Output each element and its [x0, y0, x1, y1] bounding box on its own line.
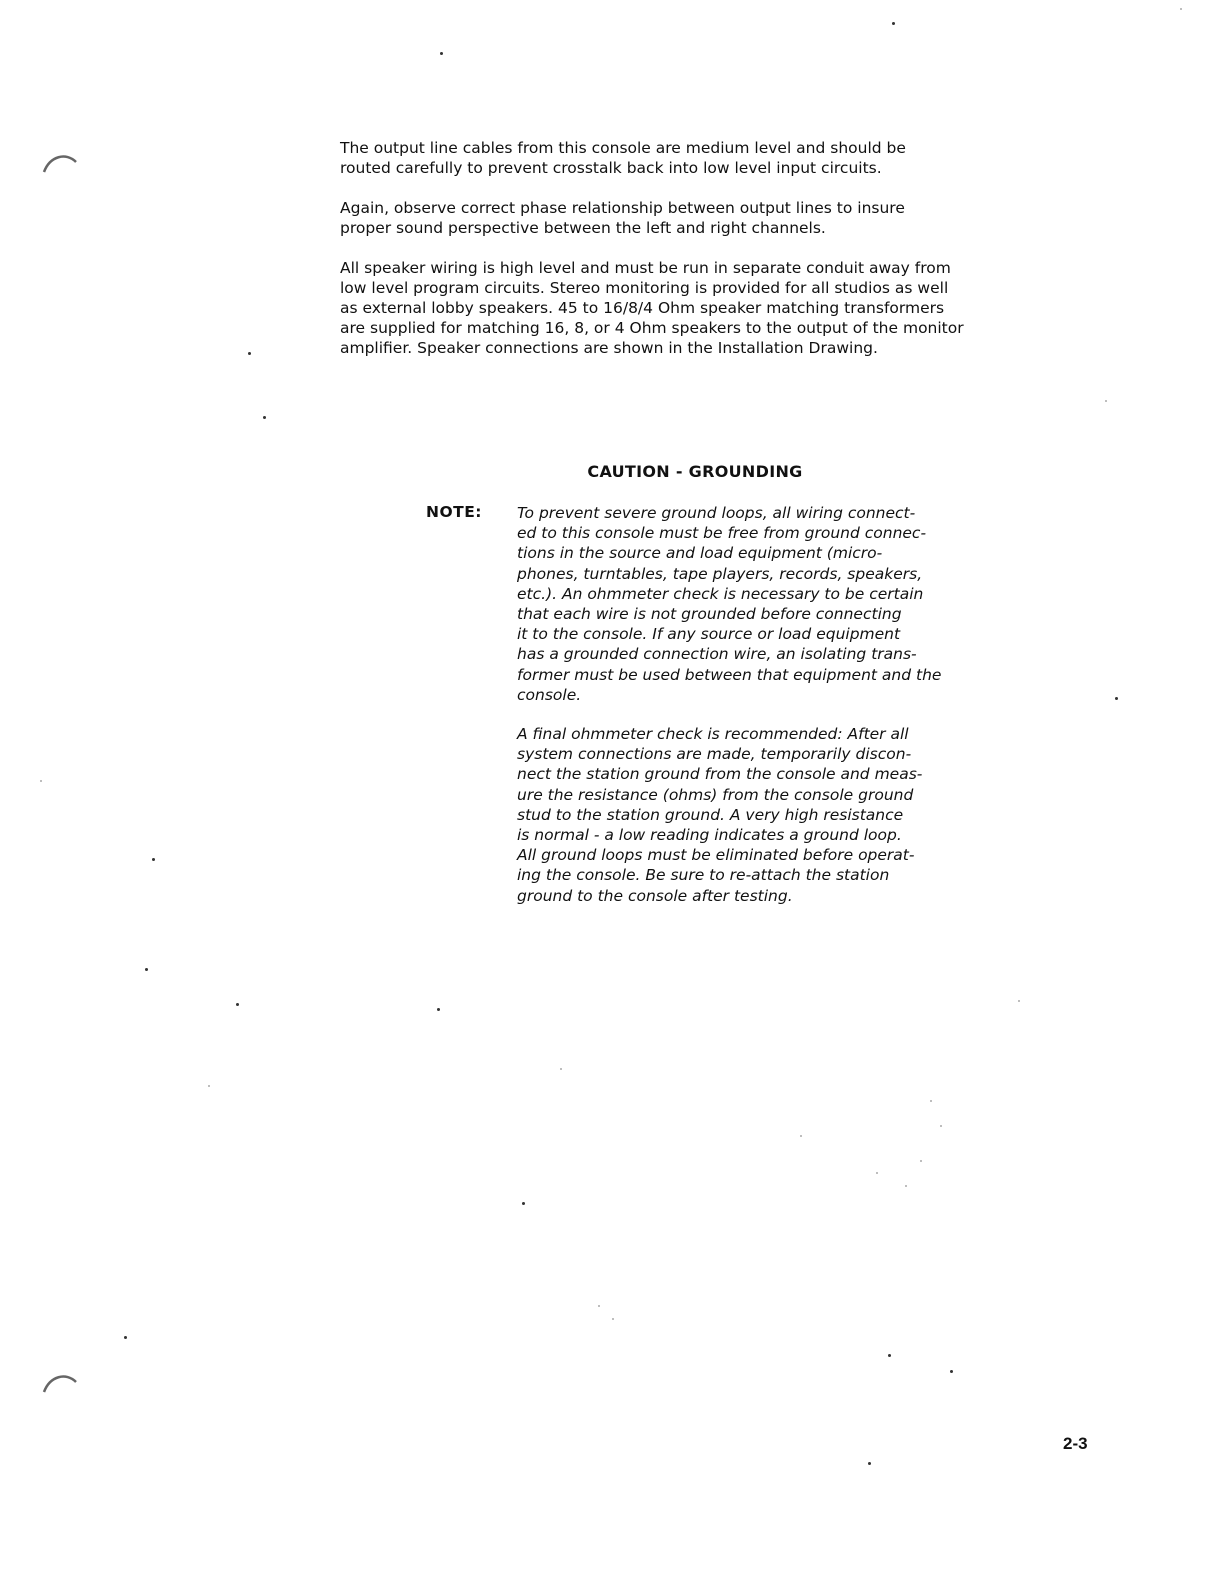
scan-speck: [145, 968, 148, 971]
scan-speck: [124, 1336, 127, 1339]
scan-speck: [1105, 400, 1107, 402]
caution-heading: CAUTION - GROUNDING: [587, 462, 803, 481]
scan-speck: [263, 416, 266, 419]
scan-speck: [868, 1462, 871, 1465]
scan-speck: [1180, 8, 1182, 10]
note-paragraph-final-check: A final ohmmeter check is recommended: After all system connections are made, temporarily discon- nect the station ground from the console and meas- ure the resistance (ohms) from the console ground stud to the station ground. A very high resistance is normal - a low reading indicates a ground loop. All ground loops must be eliminated before operat- ing the console. Be sure to re-attach the station ground to the console after testing.: [517, 725, 923, 905]
scan-speck: [40, 780, 42, 782]
scan-speck: [208, 1085, 210, 1087]
paragraph-speaker-wiring: All speaker wiring is high level and must be run in separate conduit away from low level program circuits. Stereo monitoring is provided for all studios as well as external lobby speakers. 45 to 16/8/4 Ohm speaker matching transformers are supplied for matching 16, 8, or 4 Ohm speakers to the output of the monitor amplifier. Speaker connections are shown in the Installation Drawing.: [340, 259, 964, 357]
note-label: NOTE:: [426, 503, 483, 521]
scan-speck: [560, 1068, 562, 1070]
paragraph-phase-relationship: Again, observe correct phase relationship between output lines to insure proper sound perspective between the left and right channels.: [340, 199, 905, 237]
scan-speck: [437, 1008, 440, 1011]
punch-hole-mark-top: [40, 150, 80, 176]
scan-speck: [236, 1003, 239, 1006]
scan-speck: [888, 1354, 891, 1357]
punch-hole-mark-bottom: [40, 1370, 80, 1396]
scan-speck: [522, 1202, 525, 1205]
scan-speck: [892, 22, 895, 25]
scan-speck: [920, 1160, 922, 1162]
scan-speck: [940, 1125, 942, 1127]
page-number: 2-3: [1063, 1434, 1088, 1453]
scan-speck: [876, 1172, 878, 1174]
scan-speck: [800, 1135, 802, 1137]
scan-speck: [930, 1100, 932, 1102]
scan-speck: [152, 858, 155, 861]
scan-speck: [440, 52, 443, 55]
scan-speck: [248, 352, 251, 355]
scan-speck: [950, 1370, 953, 1373]
scan-speck: [905, 1185, 907, 1187]
note-paragraph-ground-loops: To prevent severe ground loops, all wiring connect- ed to this console must be free from ground connec- tions in the source and load equipment (micro- phones, turntables, tape players, records, speakers, etc.). An ohmmeter check is necessary to be certain that each wire is not grounded before connecting it to the console. If any source or load equipment has a grounded connection wire, an isolating trans- former must be used between that equipment and the console.: [517, 504, 942, 704]
scan-speck: [1115, 697, 1118, 700]
paragraph-output-line-cables: The output line cables from this console are medium level and should be routed carefully to prevent crosstalk back into low level input circuits.: [340, 139, 906, 177]
scan-speck: [598, 1305, 600, 1307]
scan-speck: [612, 1318, 614, 1320]
scan-speck: [1018, 1000, 1020, 1002]
